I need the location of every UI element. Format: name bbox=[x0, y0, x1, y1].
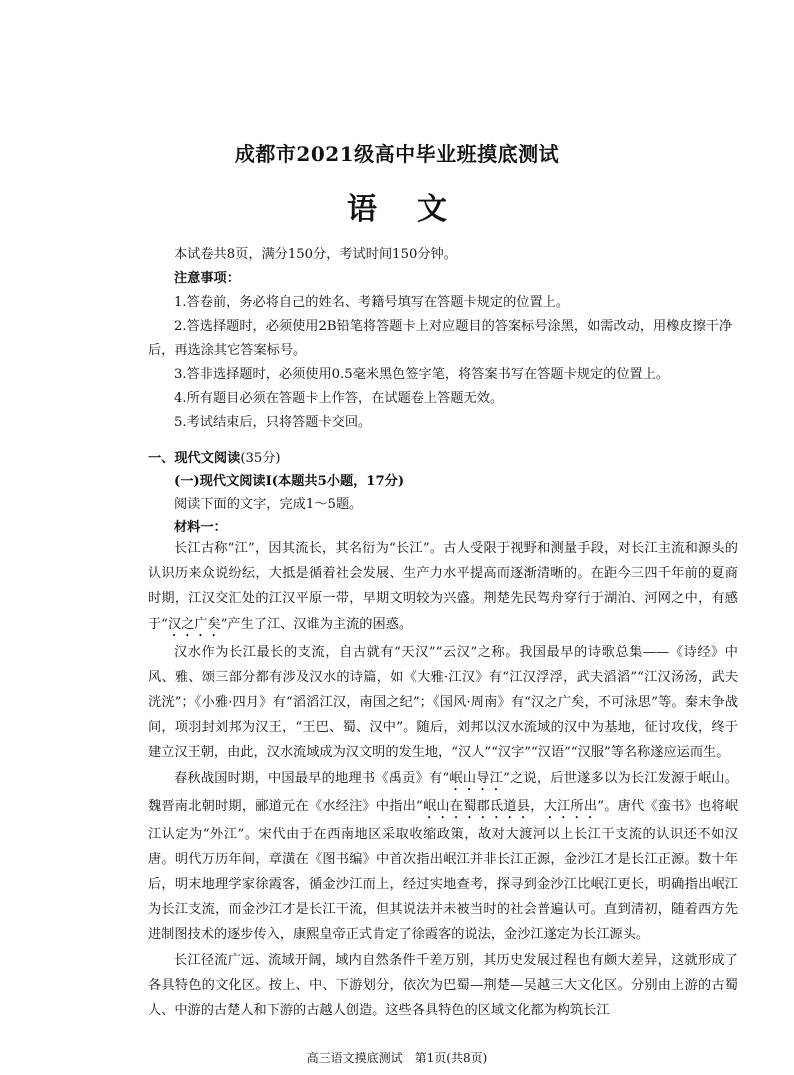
article-body bbox=[148, 536, 738, 1023]
emphasized-quote: 岷山导江 bbox=[449, 770, 504, 786]
section-title: 一、现代文阅读 bbox=[148, 451, 241, 466]
exam-title: 成都市2021级高中毕业班摸底测试 bbox=[234, 142, 560, 166]
note-item: 2.答选择题时，必须使用2B铅笔将答题卡上对应题目的答案标号涂黑，如需改动，用橡皮擦干净后，再选涂其它答案标号。 bbox=[148, 319, 733, 358]
note-item: 1.答卷前，务必将自己的姓名、考籍号填写在答题卡规定的位置上。 bbox=[174, 295, 570, 310]
exam-summary: 本试卷共8页，满分150分，考试时间150分钟。 bbox=[174, 247, 457, 262]
note-item: 4.所有题目必须在答题卡上作答，在试题卷上答题无效。 bbox=[174, 391, 504, 406]
exam-instructions bbox=[148, 243, 738, 435]
section-score: (35分) bbox=[240, 451, 281, 466]
article-paragraph: 长江古称“江”，因其流长，其名衍为“长江”。古人受限于视野和测量手段，对长江主流和源头的认识历来众说纷纭，大抵是循着社会发展、生产力水平提高而逐渐清晰的。在距今三四千年前的夏商时期，江汉交汇处的江汉平原一带，早期文明较为兴盛。荆楚先民驾舟穿行于湖泊、河网之中，有感于“汉之广矣”产生了江、汉谁为主流的困惑。 bbox=[148, 541, 738, 632]
emphasized-quote: 汉之广矣 bbox=[167, 616, 221, 632]
material-label: 材料一： bbox=[174, 520, 227, 535]
notes-title: 注意事项： bbox=[174, 271, 240, 286]
article-paragraph: 汉水作为长江最长的支流，自古就有“天汉”“云汉”之称。我国最早的诗歌总集——《诗经》中风、雅、颂三部分都有涉及汉水的诗篇，如《大雅·江汉》有“江汉浮浮，武夫滔滔”“江汉汤汤，武夫洸洸”；《小雅·四月》有“滔滔江汉，南国之纪”；《国风·周南》有“汉之广矣，不可泳思”等。秦末争战间，项羽封刘邦为汉王，“王巴、蜀、汉中”。随后，刘邦以汉水流域的汉中为基地，征讨攻伐，终于建立汉王朝，由此，汉水流域成为汉文明的发生地，“汉人”“汉字”“汉语”“汉服”等名称遂应运而生。 bbox=[148, 644, 738, 761]
emphasized-quote: 岷山在蜀郡氐道县，大江所出 bbox=[422, 798, 598, 814]
subject-title: 语文 bbox=[347, 192, 487, 227]
reading-instruction: 阅读下面的文字，完成1～5题。 bbox=[174, 497, 363, 512]
page-footer: 高三语文摸底测试 第1页(共8页) bbox=[306, 1051, 488, 1065]
note-item: 5.考试结束后，只将答题卡交回。 bbox=[174, 415, 372, 430]
note-item: 3.答非选择题时，必须使用0.5毫米黑色签字笔，将答案书写在答题卡规定的位置上。 bbox=[174, 367, 670, 382]
article-paragraph: 春秋战国时期，中国最早的地理书《禹贡》有“岷山导江”之说，后世遂多以为长江发源于岷山。魏晋南北朝时期，郦道元在《水经注》中指出“岷山在蜀郡氐道县，大江所出”。唐代《蛮书》也将岷江认定为“外江”。宋代由于在西南地区采取收缩政策，故对大渡河以上长江干支流的认识还不如汉唐。明代万历年间，章潢在《图书编》中首次指出岷江并非长江正源，金沙江才是长江正源。数十年后，明末地理学家徐霞客，循金沙江而上，经过实地查考，探寻到金沙江比岷江更长，明确指出岷江为长江支流，而金沙江才是长江干流，但其说法并未被当时的社会普遍认可。直到清初，随着西方先进制图技术的逐步传入，康熙皇帝正式肯定了徐霞客的说法，金沙江遂定为长江源头。 bbox=[148, 770, 738, 943]
article-paragraph: 长江径流广远、流域开阔，域内自然条件千差万别，其历史发展过程也有颇大差异，这就形成了各具特色的文化区。按上、中、下游划分，依次为巴蜀—荆楚—吴越三大文化区。分别由上游的古蜀人、中游的古楚人和下游的古越人创造。这些各具特色的区域文化都为构筑长江 bbox=[148, 952, 738, 1019]
subsection-title: (一)现代文阅读Ⅰ(本题共5小题，17分) bbox=[174, 474, 405, 489]
section-heading bbox=[148, 447, 281, 471]
